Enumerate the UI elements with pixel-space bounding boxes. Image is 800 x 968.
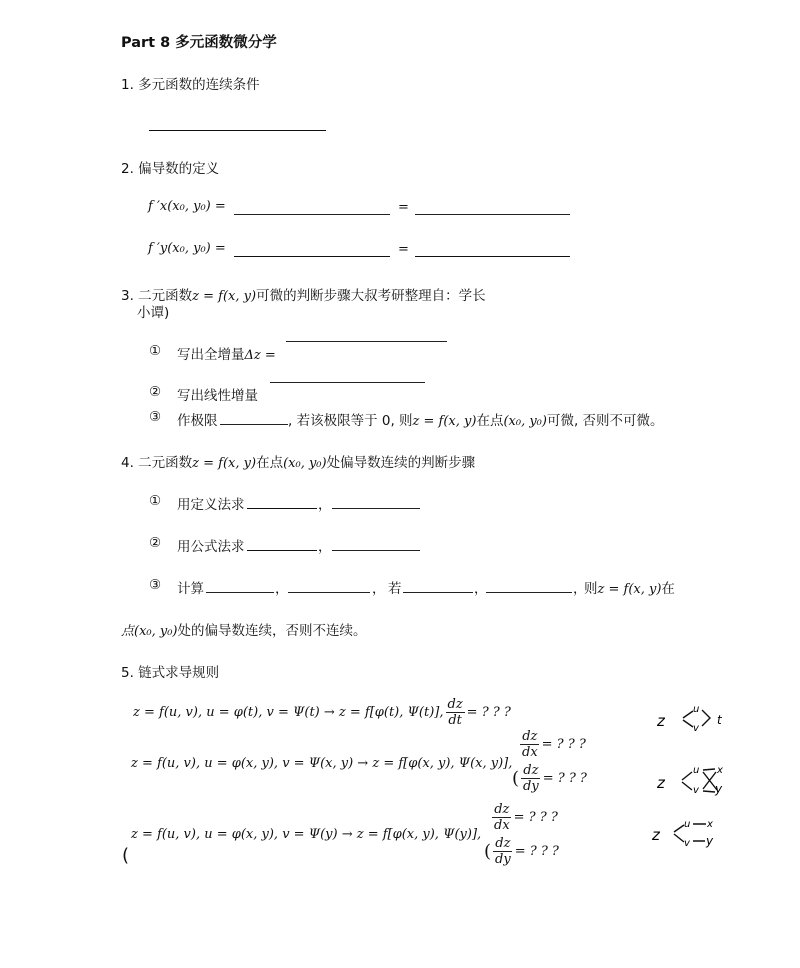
diagram-u: u — [684, 819, 691, 830]
step-number: ① — [149, 493, 162, 509]
section-5-title: 5. 链式求导规则 — [121, 665, 220, 681]
comma: ， — [275, 581, 289, 597]
diagram-y: y — [715, 782, 723, 796]
continuity-conclusion: 点(x₀, y₀)处的偏导数连续，否则不连续。 — [121, 623, 367, 639]
diagram-branch — [702, 710, 710, 726]
stray-paren: ( — [122, 845, 130, 866]
chain-rule-2: z = f(u, v), u = φ(x, y), v = Ψ(x, y) → z = f[φ(x, y), Ψ(x, y)], — [131, 756, 513, 771]
dependency-tree-diagram-1 — [655, 700, 735, 736]
diagram-z: z — [657, 774, 665, 792]
step-text-cont: , 若该极限等于 0, 则z = f(x, y)在点(x₀, y₀)可微, 否则不可微。 — [288, 413, 664, 429]
answer-blank[interactable] — [234, 214, 390, 215]
step-text: 用定义法求 — [177, 497, 245, 513]
diagram-z: z — [652, 826, 660, 844]
answer-blank[interactable] — [220, 424, 288, 425]
diagram-x: x — [707, 819, 713, 830]
diagram-branch — [674, 825, 684, 842]
derivative-x: $\frac{dz}{dx}$ = ? ? ? — [522, 729, 586, 760]
section-2-title: 2. 偏导数的定义 — [121, 161, 220, 177]
partial-y-formula: f ′y(x₀, y₀) = — [148, 241, 226, 256]
step-text-cont: 则z = f(x, y)在 — [584, 581, 675, 597]
comma: ， — [573, 581, 587, 597]
diagram-branch — [683, 711, 693, 727]
derivative-fraction: $\frac{dz}{dt}$ — [447, 697, 463, 728]
answer-blank[interactable] — [149, 130, 326, 131]
diagram-u: u — [693, 704, 700, 715]
answer-blank[interactable] — [332, 508, 420, 509]
answer-blank[interactable] — [332, 550, 420, 551]
diagram-v: v — [693, 723, 699, 734]
dependency-tree-diagram-3 — [650, 816, 730, 852]
step-number: ③ — [149, 409, 162, 425]
partial-x-formula: f ′x(x₀, y₀) = — [148, 199, 226, 214]
diagram-branch — [682, 772, 692, 790]
answer-blank[interactable] — [270, 382, 425, 383]
answer-blank[interactable] — [286, 341, 447, 342]
derivative-x: $\frac{dz}{dx}$ = ? ? ? — [494, 802, 558, 833]
diagram-t: t — [717, 713, 722, 727]
diagram-u: u — [693, 765, 700, 776]
answer-blank[interactable] — [415, 214, 570, 215]
section-1-title: 1. 多元函数的连续条件 — [121, 77, 260, 93]
step-text: 写出线性增量 — [177, 388, 258, 404]
section-3-title-cont: 小谭) — [137, 305, 170, 321]
section-3-title: 3. 二元函数z = f(x, y)可微的判断步骤大叔考研整理自：学长 — [121, 288, 486, 304]
diagram-v: v — [684, 838, 690, 849]
step-number: ① — [149, 343, 162, 359]
answer-blank[interactable] — [288, 592, 370, 593]
step-number: ② — [149, 384, 162, 400]
diagram-v: v — [693, 785, 699, 796]
answer-blank[interactable] — [234, 256, 390, 257]
answer-blank[interactable] — [247, 550, 317, 551]
step-text: 作极限 — [177, 413, 218, 429]
answer-blank[interactable] — [206, 592, 274, 593]
comma: ， — [372, 581, 386, 597]
answer-blank[interactable] — [415, 256, 570, 257]
equals-sign: = — [398, 200, 409, 215]
equals-sign: = — [398, 242, 409, 257]
step-text: 计算 — [177, 581, 204, 597]
step-number: ② — [149, 535, 162, 551]
diagram-y: y — [706, 834, 714, 848]
step-text: 用公式法求 — [177, 539, 245, 555]
step-text: 若 — [388, 581, 402, 597]
dependency-tree-diagram-2 — [655, 762, 735, 798]
diagram-branch — [693, 824, 706, 841]
diagram-x: x — [717, 765, 723, 776]
answer-blank[interactable] — [247, 508, 317, 509]
answer-blank[interactable] — [486, 592, 572, 593]
chain-rule-1: z = f(u, v), u = φ(t), v = Ψ(t) → z = f[φ(t), Ψ(t)], $\frac{dz}{dt}$ = ? ? ? — [133, 697, 511, 728]
diagram-z: z — [657, 712, 665, 730]
step-text: 写出全增量Δz = — [177, 347, 276, 363]
comma: ， — [474, 581, 488, 597]
derivative-y: ( $\frac{dz}{dy}$ = ? ? ? — [512, 763, 587, 794]
chain-rule-3: z = f(u, v), u = φ(x, y), v = Ψ(y) → z = f[φ(x, y), Ψ(y)], — [131, 827, 482, 842]
comma: ， — [318, 497, 332, 513]
derivative-y: ( $\frac{dz}{dy}$ = ? ? ? — [484, 836, 559, 867]
section-4-title: 4. 二元函数z = f(x, y)在点(x₀, y₀)处偏导数连续的判断步骤 — [121, 455, 476, 471]
answer-blank[interactable] — [403, 592, 473, 593]
comma: ， — [318, 539, 332, 555]
page-title: Part 8 多元函数微分学 — [121, 35, 277, 51]
step-number: ③ — [149, 577, 162, 593]
